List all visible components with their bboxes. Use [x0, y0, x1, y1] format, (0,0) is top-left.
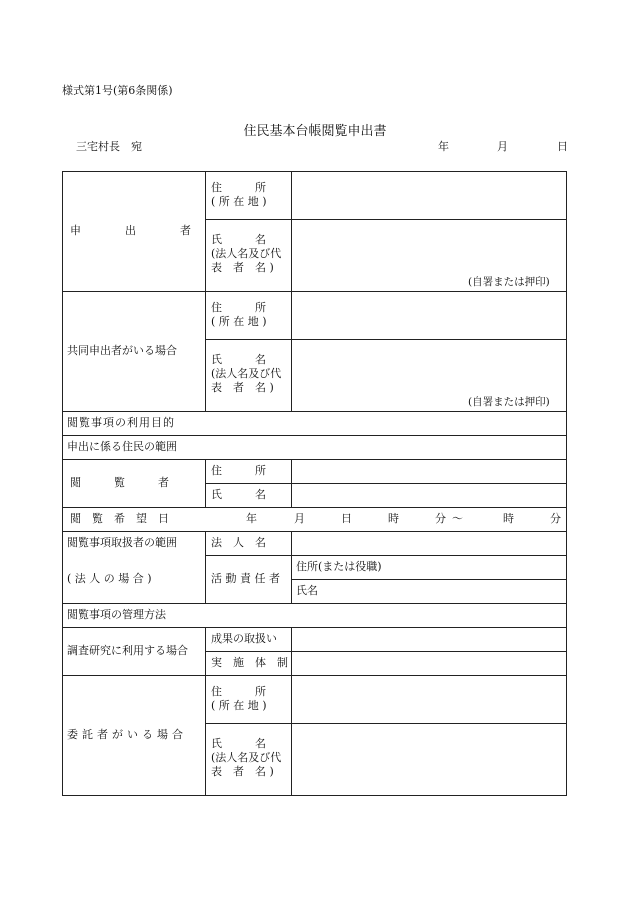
application-form-table — [62, 171, 567, 796]
row-divider — [205, 483, 567, 484]
table-border-top — [62, 171, 567, 172]
row-divider — [205, 555, 567, 556]
desired-date-year: 年 — [246, 512, 257, 525]
column-divider — [291, 531, 292, 603]
viewer-name-field[interactable] — [294, 486, 562, 505]
responsible-name-label: 氏名 — [296, 584, 318, 597]
row-divider — [62, 603, 567, 604]
co-applicant-address-label: 住 所 ( 所 在 地 ) — [211, 301, 267, 328]
viewer-label: 閲 覧 者 — [70, 476, 169, 489]
row-divider — [62, 435, 567, 436]
row-divider — [62, 675, 567, 676]
date-day-label: 日 — [557, 140, 568, 153]
column-divider — [205, 459, 206, 507]
desired-date-minute: 分 — [435, 512, 446, 525]
row-divider — [62, 507, 567, 508]
applicant-label: 申 出 者 — [70, 224, 191, 237]
co-applicant-name-label: 氏 名 (法人名及び代 表 者 名 ) — [211, 353, 282, 394]
table-border-bottom — [62, 795, 567, 796]
research-results-label: 成果の取扱い — [211, 632, 277, 645]
delegator-label: 委託者がいる場合 — [67, 728, 187, 741]
row-divider — [205, 651, 567, 652]
applicant-address-label: 住 所 ( 所 在 地 ) — [211, 181, 267, 208]
purpose-label: 閲覧事項の利用目的 — [67, 416, 175, 429]
responsible-person-label: 活 動 責 任 者 — [211, 572, 280, 585]
corporate-name-field[interactable] — [294, 534, 562, 553]
column-divider — [205, 531, 206, 603]
co-applicant-seal-note: (自署または押印) — [468, 396, 550, 408]
co-applicant-label: 共同申出者がいる場合 — [67, 344, 177, 357]
column-divider — [205, 171, 206, 411]
column-divider — [291, 459, 292, 507]
purpose-field[interactable] — [208, 414, 563, 433]
applicant-name-label: 氏 名 (法人名及び代 表 者 名 ) — [211, 233, 282, 274]
research-system-label: 実 施 体 制 — [211, 656, 288, 669]
column-divider — [291, 627, 292, 795]
row-divider — [291, 579, 567, 580]
corporate-name-label: 法 人 名 — [211, 536, 266, 549]
delegator-address-field[interactable] — [294, 679, 562, 721]
row-divider — [62, 459, 567, 460]
applicant-name-field[interactable] — [294, 223, 562, 273]
desired-date-day: 日 — [341, 512, 352, 525]
form-number: 様式第1号(第6条関係) — [62, 84, 173, 97]
desired-date-month: 月 — [294, 512, 305, 525]
scope-field[interactable] — [208, 438, 563, 457]
desired-date-minute-end: 分 — [550, 512, 561, 525]
research-results-field[interactable] — [294, 630, 562, 649]
row-divider — [62, 411, 567, 412]
row-divider — [205, 723, 567, 724]
row-divider — [62, 531, 567, 532]
table-border-left — [62, 171, 63, 796]
viewer-address-label: 住 所 — [211, 464, 266, 477]
delegator-address-label: 住 所 ( 所 在 地 ) — [211, 685, 267, 712]
co-applicant-address-field[interactable] — [294, 295, 562, 337]
research-label: 調査研究に利用する場合 — [67, 644, 188, 657]
delegator-name-label: 氏 名 (法人名及び代 表 者 名 ) — [211, 737, 282, 778]
date-year-label: 年 — [438, 140, 449, 153]
column-divider — [205, 627, 206, 795]
handler-label: 閲覧事項取扱者の範囲 — [67, 536, 177, 549]
document-title: 住民基本台帳閲覧申出書 — [243, 124, 387, 139]
row-divider — [62, 291, 567, 292]
co-applicant-name-field[interactable] — [294, 343, 562, 393]
row-divider — [205, 219, 567, 220]
row-divider — [205, 339, 567, 340]
delegator-name-field[interactable] — [294, 727, 562, 791]
desired-date-label: 閲 覧 希 望 日 — [70, 512, 169, 525]
responsible-address-label: 住所(または役職) — [296, 560, 382, 573]
desired-date-hour: 時 — [388, 512, 399, 525]
column-divider — [291, 171, 292, 411]
applicant-seal-note: (自署または押印) — [468, 276, 550, 288]
management-label: 閲覧事項の管理方法 — [67, 608, 166, 621]
date-month-label: 月 — [497, 140, 508, 153]
scope-label: 申出に係る住民の範囲 — [67, 440, 177, 453]
applicant-address-field[interactable] — [294, 175, 562, 217]
desired-date-tilde: ～ — [452, 512, 463, 525]
viewer-name-label: 氏 名 — [211, 488, 266, 501]
desired-date-hour-end: 時 — [503, 512, 514, 525]
handler-corporate-note: ( 法 人 の 場 合 ) — [67, 572, 152, 585]
viewer-address-field[interactable] — [294, 462, 562, 481]
addressee: 三宅村長 宛 — [76, 140, 142, 153]
row-divider — [62, 627, 567, 628]
management-field[interactable] — [208, 606, 563, 625]
research-system-field[interactable] — [294, 654, 562, 673]
